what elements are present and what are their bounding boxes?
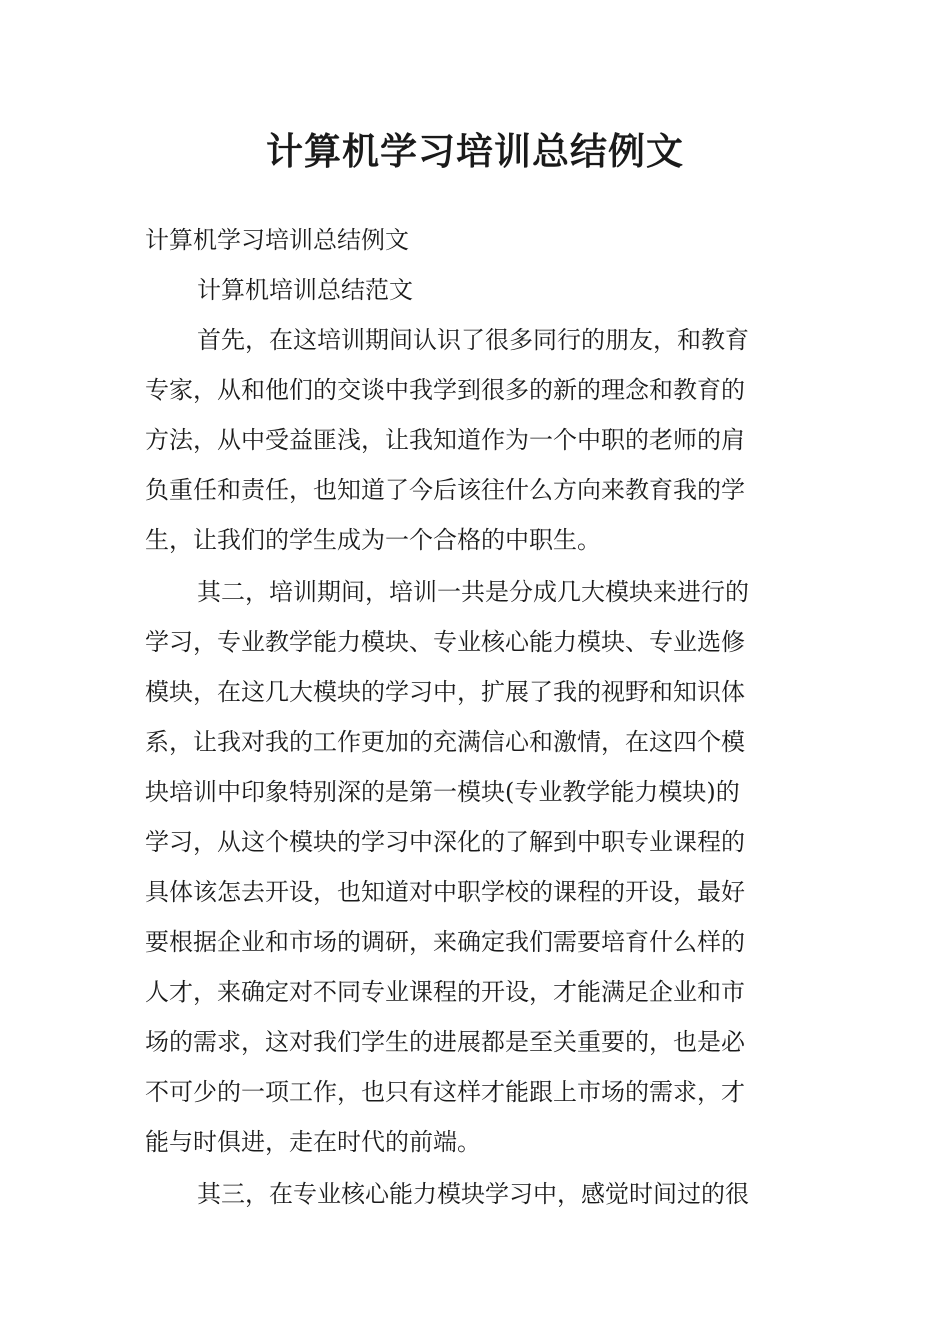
paragraph-line: 学习，专业教学能力模块、专业核心能力模块、专业选修: [145, 628, 745, 656]
paragraph-line: 负重任和责任，也知道了今后该往什么方向来教育我的学: [145, 476, 745, 504]
document-title: 计算机学习培训总结例文: [266, 130, 684, 173]
paragraph-line: 其三，在专业核心能力模块学习中，感觉时间过的很: [197, 1180, 749, 1208]
paragraph-line: 块培训中印象特别深的是第一模块(专业教学能力模块)的: [145, 778, 740, 806]
paragraph-1: [145, 315, 810, 565]
paragraph-line: 人才，来确定对不同专业课程的开设，才能满足企业和市: [145, 978, 745, 1006]
paragraph-line: 不可少的一项工作，也只有这样才能跟上市场的需求，才: [145, 1078, 745, 1106]
paragraph-2: [145, 567, 810, 1167]
paragraph-line: 其二，培训期间，培训一共是分成几大模块来进行的: [197, 578, 749, 606]
paragraph-line: 系，让我对我的工作更加的充满信心和激情，在这四个模: [145, 728, 745, 756]
paragraph-line: 学习，从这个模块的学习中深化的了解到中职专业课程的: [145, 828, 745, 856]
paragraph-line: 模块，在这几大模块的学习中，扩展了我的视野和知识体: [145, 678, 745, 706]
paragraph-line: 能与时俱进，走在时代的前端。: [145, 1128, 481, 1156]
paragraph-line: 方法，从中受益匪浅，让我知道作为一个中职的老师的肩: [145, 426, 745, 454]
paragraph-line: 生，让我们的学生成为一个合格的中职生。: [145, 526, 601, 554]
paragraph-line: 具体该怎去开设，也知道对中职学校的课程的开设，最好: [145, 878, 745, 906]
paragraph-line: 要根据企业和市场的调研，来确定我们需要培育什么样的: [145, 928, 745, 956]
document-body: [145, 215, 810, 1219]
section-heading: 计算机培训总结范文: [197, 276, 413, 304]
paragraph-line: 首先，在这培训期间认识了很多同行的朋友，和教育: [197, 326, 749, 354]
document-subtitle: 计算机学习培训总结例文: [145, 226, 409, 254]
paragraph-line: 场的需求，这对我们学生的进展都是至关重要的，也是必: [145, 1028, 745, 1056]
paragraph-3: [145, 1169, 810, 1219]
paragraph-line: 专家，从和他们的交谈中我学到很多的新的理念和教育的: [145, 376, 745, 404]
